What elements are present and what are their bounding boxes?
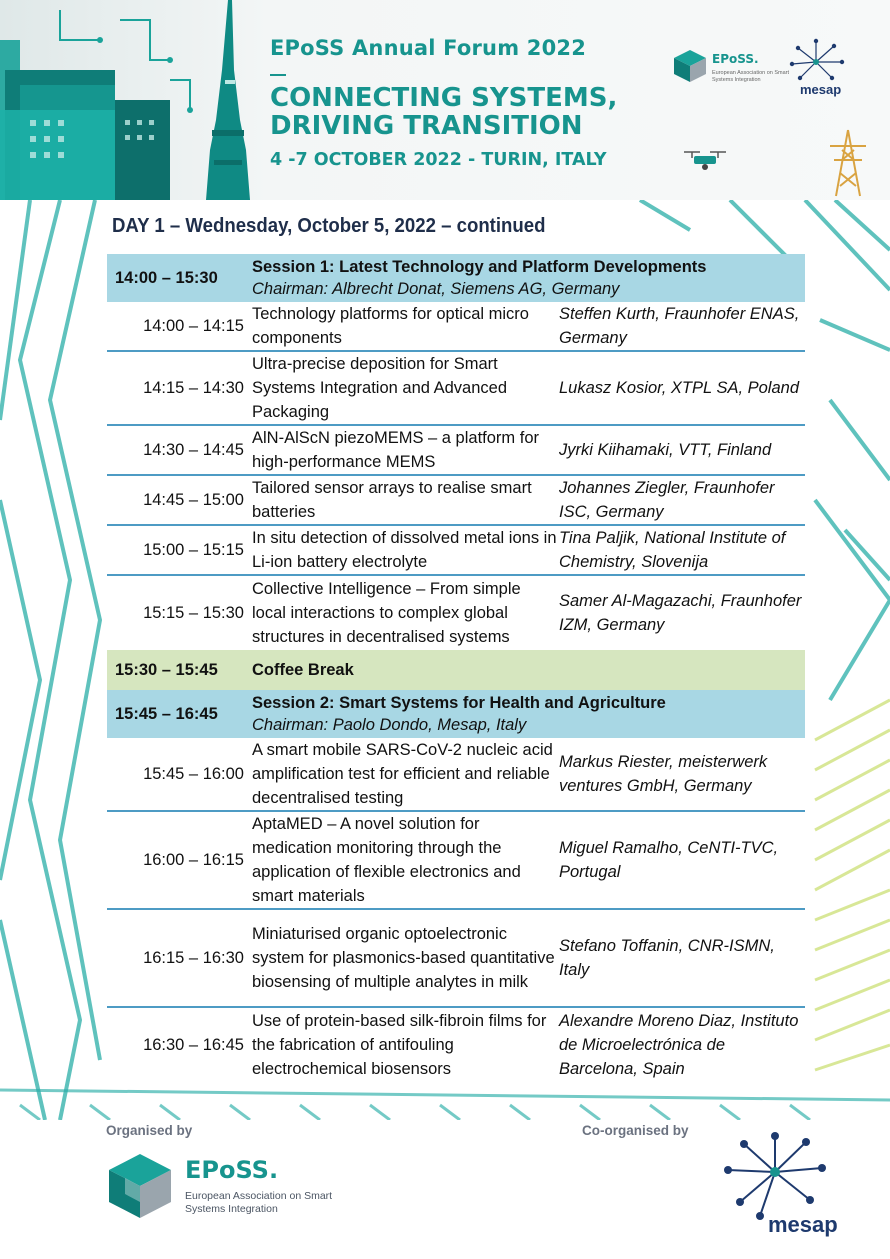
schedule-table [107,254,805,1082]
talk-row [107,526,805,576]
talk-speaker: Jyrki Kiihamaki, VTT, Finland [559,441,772,459]
forum-title: CONNECTING SYSTEMS, DRIVING TRANSITION [270,83,618,141]
talk-row [107,812,805,910]
session-time: 14:00 – 15:30 [115,268,218,287]
talk-time: 14:45 – 15:00 [143,490,244,509]
talk-title: In situ detection of dissolved metal ions in Li-ion battery electrolyte [252,529,557,571]
mesap-logo-name: mesap [800,82,842,97]
mesap-logo-name: mesap [768,1212,838,1237]
coffee-break-row [107,650,805,690]
eposs-logo-subtitle: European Association on Smart Systems Integration [185,1190,333,1215]
forum-date: 4 -7 OCTOBER 2022 - TURIN, ITALY [270,150,607,170]
talk-title: Technology platforms for optical micro components [252,305,529,347]
talk-speaker: Miguel Ramalho, CeNTI-TVC, Portugal [559,839,779,881]
footer-mesap-logo [720,1130,838,1237]
drone-icon [680,148,730,172]
eposs-logo-name: EPoSS. [712,52,759,66]
talk-speaker: Markus Riester, meisterwerk ventures GmbH, Germany [559,753,768,795]
power-pylon-icon [826,128,870,198]
break-label: Coffee Break [252,660,354,679]
talk-time: 14:30 – 14:45 [143,440,244,459]
talk-speaker: Lukasz Kosior, XTPL SA, Poland [559,379,799,397]
talk-time: 14:15 – 14:30 [143,378,244,397]
talk-time: 16:00 – 16:15 [143,850,244,869]
talk-title: Use of protein-based silk-fibroin films for the fabrication of antifouling electrochemical biosensors [252,1012,547,1078]
organised-by-label: Organised by [106,1123,193,1138]
talk-speaker: Johannes Ziegler, Fraunhofer ISC, Germany [559,479,775,521]
talk-row [107,1008,805,1082]
talk-time: 15:00 – 15:15 [143,540,244,559]
eposs-cube-icon [105,1150,175,1222]
turin-skyline-illustration [0,0,270,200]
forum-name: EPoSS Annual Forum 2022 [270,36,587,60]
divider [270,74,286,76]
mesap-network-icon [788,38,848,88]
session-chair: Chairman: Paolo Dondo, Mesap, Italy [252,716,527,734]
talk-row [107,426,805,476]
talk-row [107,576,805,650]
eposs-logo [672,48,790,89]
talk-speaker: Tina Paljik, National Institute of Chemistry, Slovenija [559,529,786,571]
talk-speaker: Alexandre Moreno Diaz, Instituto de Microelectrónica de Barcelona, Spain [559,1012,799,1078]
session-title: Session 2: Smart Systems for Health and Agriculture [252,694,666,712]
session-2-header [107,690,805,738]
session-info [252,256,805,300]
session-title: Session 1: Latest Technology and Platform Developments [252,258,707,276]
session-1-header [107,254,805,302]
talk-row [107,738,805,812]
talk-time: 14:00 – 14:15 [143,316,244,335]
mesap-network-icon [720,1130,830,1220]
talk-title: Tailored sensor arrays to realise smart batteries [252,479,532,521]
session-info [252,692,805,736]
talk-title: AptaMED – A novel solution for medication monitoring through the application of flexible electronics and smart materials [252,815,521,905]
talk-speaker: Steffen Kurth, Fraunhofer ENAS, Germany [559,305,800,347]
talk-row [107,910,805,1008]
talk-title: Miniaturised organic optoelectronic system for plasmonics-based quantitative biosensing of multiple analytes in milk [252,925,555,991]
session-chair: Chairman: Albrecht Donat, Siemens AG, Germany [252,280,620,298]
talk-title: AlN-AlScN piezoMEMS – a platform for high-performance MEMS [252,429,540,471]
mesap-logo [788,38,848,97]
eposs-logo-name: EPoSS. [185,1156,279,1184]
talk-speaker: Samer Al-Magazachi, Fraunhofer IZM, Germany [559,592,802,634]
co-organised-by-label: Co-organised by [582,1123,689,1138]
talk-speaker: Stefano Toffanin, CNR-ISMN, Italy [559,937,775,979]
talk-row [107,352,805,426]
talk-title: Collective Intelligence – From simple local interactions to complex global structures in decentralised systems [252,580,521,646]
footer-eposs-logo [105,1150,333,1227]
talk-time: 15:15 – 15:30 [143,603,244,622]
talk-time: 16:15 – 16:30 [143,948,244,967]
talk-time: 16:30 – 16:45 [143,1035,244,1054]
day-heading: DAY 1 – Wednesday, October 5, 2022 – continued [112,215,546,237]
talk-title: Ultra-precise deposition for Smart Systems Integration and Advanced Packaging [252,355,507,421]
talk-row [107,302,805,352]
session-time: 15:45 – 16:45 [115,704,218,723]
talk-row [107,476,805,526]
talk-title: A smart mobile SARS-CoV-2 nucleic acid amplification test for efficient and reliable decentralised testing [252,741,553,807]
eposs-logo-subtitle: European Association on Smart Systems Integration [712,70,790,83]
talk-time: 15:45 – 16:00 [143,764,244,783]
eposs-cube-icon [672,48,708,84]
header-banner [0,0,890,200]
break-time: 15:30 – 15:45 [115,660,218,679]
